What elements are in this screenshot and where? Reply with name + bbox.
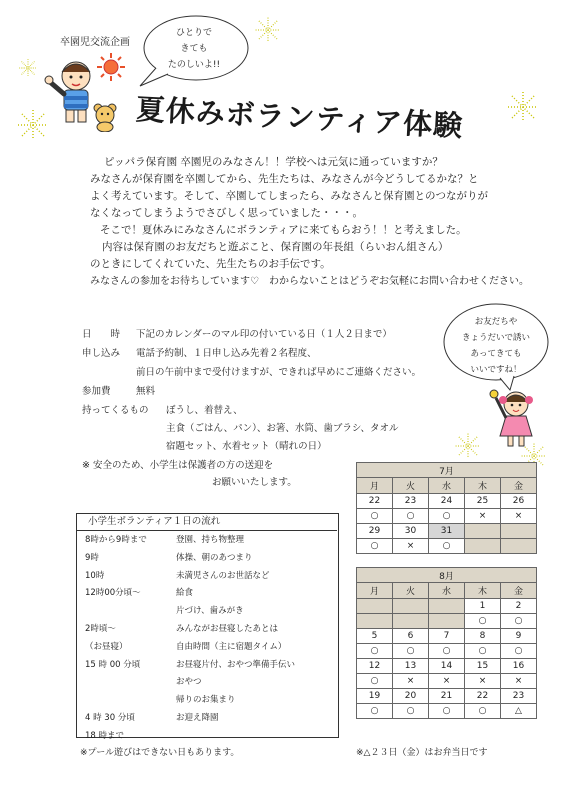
bring-value: ぼうし、着替え、 (166, 405, 243, 416)
calendar-mark: ○ (501, 644, 537, 659)
safety-note: ※ 安全のため、小学生は保護者の方の送迎を (82, 460, 274, 471)
bring-value: 主食（ごはん、パン）、お箸、水筒、歯ブラシ、タオル (166, 423, 399, 434)
flow-time: （お昼寝） (85, 641, 128, 652)
intro-line: ピッパラ保育園 卒園児のみなさん！！学校へは元気に通っていますか？ (104, 156, 443, 168)
apply-label: 申し込み (82, 348, 121, 359)
date-value: 下記のカレンダーのマル印の付いている日（１人２日まで） (136, 329, 392, 340)
calendar-mark (465, 539, 501, 554)
bubble-line: たのしいよ!! (167, 60, 221, 70)
calendar-mark: ○ (357, 539, 393, 554)
calendar-footnote: ※△２３日（金）はお弁当日です (356, 748, 488, 758)
flow-time: 4 時 30 分頃 (85, 713, 135, 723)
sparkle-decoration (454, 432, 482, 460)
intro-line: みなさんの参加をお待ちしています♡ わからないことはどうぞお気軽にお問い合わせください。 (90, 276, 529, 287)
calendar-mark: ○ (357, 509, 393, 524)
calendar-mark: × (393, 539, 429, 554)
sparkle-decoration (18, 58, 38, 78)
calendar-date: 20 (393, 689, 429, 704)
intro-line: なくなってしまうようでさびしく思っていました・・・。 (90, 207, 363, 219)
calendar-date (357, 599, 393, 614)
calendar-date (501, 524, 537, 539)
weekday-header: 金 (501, 583, 537, 599)
flow-activity: お昼寝片付、おやつ準備手伝い (176, 659, 296, 670)
apply-value: 電話予約制、１日申し込み先着２名程度、 (136, 348, 317, 359)
calendar-august (356, 567, 537, 719)
calendar-mark: ○ (393, 644, 429, 659)
page-title: 夏休みボランティア体験 (134, 91, 464, 144)
calendar-mark: × (465, 674, 501, 689)
date-label: 日 時 (82, 329, 121, 340)
calendar-mark: ○ (429, 509, 465, 524)
calendar-date: 22 (357, 494, 393, 509)
calendar-date: 26 (501, 494, 537, 509)
weekday-header: 水 (429, 583, 465, 599)
intro-line: 内容は保育園のお友だちと遊ぶこと、保育園の年長組（らいおん組さん） (102, 241, 449, 253)
calendar-mark: × (465, 509, 501, 524)
weekday-header: 火 (393, 478, 429, 494)
calendar-mark (393, 614, 429, 629)
calendar-month-label: 8月 (357, 568, 537, 583)
calendar-mark (357, 614, 393, 629)
sun-illustration (96, 52, 126, 82)
calendar-mark: ○ (393, 704, 429, 719)
flow-activity: みんながお昼寝したあとは (176, 624, 279, 634)
calendar-mark: ○ (357, 704, 393, 719)
flow-time: 12時00分頃～ (85, 588, 141, 599)
calendar-date (393, 599, 429, 614)
weekday-header: 木 (465, 478, 501, 494)
calendar-mark (429, 614, 465, 629)
flow-activity: 給食 (176, 588, 194, 599)
intro-line: みなさんが保育園を卒園してから、先生たちは、みなさんが今どうしてるかな？と (90, 173, 479, 185)
safety-note: お願いいたします。 (212, 477, 297, 488)
calendar-date: 8 (465, 629, 501, 644)
bring-value: 宿題セット、水着セット（晴れの日） (166, 441, 327, 452)
flow-time: 10時 (85, 570, 105, 581)
calendar-date: 15 (465, 659, 501, 674)
daily-flow-heading (76, 513, 337, 531)
calendar-mark (501, 539, 537, 554)
calendar-mark: × (501, 674, 537, 689)
bubble-line: お友だちや (474, 317, 518, 327)
bubble-line: いいですね！ (470, 365, 522, 375)
calendar-date: 2 (501, 599, 537, 614)
apply-value: 前日の午前中まで受付けますが、できれば早めにご連絡ください。 (136, 367, 422, 378)
teddy-bear-illustration (90, 102, 120, 132)
fee-label: 参加費 (82, 386, 111, 397)
calendar-date: 23 (501, 689, 537, 704)
sparkle-decoration (506, 90, 540, 124)
calendar-date: 16 (501, 659, 537, 674)
weekday-header: 月 (357, 478, 393, 494)
calendar-july (356, 462, 537, 554)
calendar-date: 7 (429, 629, 465, 644)
calendar-mark: ○ (465, 614, 501, 629)
bring-label: 持ってくるもの (82, 405, 149, 416)
bubble-line: ひとりで (175, 28, 212, 38)
fee-value: 無料 (136, 386, 156, 397)
calendar-mark: ○ (429, 704, 465, 719)
bubble-line: あってきても (470, 349, 522, 359)
calendar-date: 22 (465, 689, 501, 704)
calendar-date: 31 (429, 524, 465, 539)
sparkle-decoration (254, 16, 282, 44)
calendar-date: 21 (429, 689, 465, 704)
calendar-date: 23 (393, 494, 429, 509)
speech-bubble-text (150, 25, 238, 73)
weekday-header: 月 (357, 583, 393, 599)
intro-line: のときにしてくれていた、先生たちのお手伝です。 (90, 258, 331, 270)
calendar-date: 12 (357, 659, 393, 674)
flow-time: 8時から9時まで (85, 535, 147, 545)
calendar-date: 14 (429, 659, 465, 674)
calendar-mark: ○ (429, 539, 465, 554)
intro-line: そこで！夏休みにみなさんにボランティアに来てもらおう！！と考えました。 (100, 224, 467, 236)
flow-activity: 片づけ、歯みがき (176, 606, 244, 617)
weekday-header: 火 (393, 583, 429, 599)
flow-time: 18 時まで (85, 730, 125, 741)
calendar-mark: ○ (465, 644, 501, 659)
weekday-header: 水 (429, 478, 465, 494)
calendar-mark: ○ (357, 674, 393, 689)
calendar-month-label: 7月 (357, 463, 537, 478)
calendar-mark: ○ (429, 644, 465, 659)
flow-activity: 自由時間（主に宿題タイム） (176, 641, 287, 652)
calendar-mark: × (501, 509, 537, 524)
calendar-date: 25 (465, 494, 501, 509)
project-subtitle: 卒園児交流企画 (60, 37, 130, 48)
intro-paragraph (90, 154, 560, 290)
calendar-date: 13 (393, 659, 429, 674)
calendar-mark: × (393, 674, 429, 689)
calendar-mark: ○ (465, 704, 501, 719)
speech-bubble-text (448, 314, 544, 378)
flow-time: 2時頃～ (85, 624, 116, 634)
calendar-mark: ○ (357, 644, 393, 659)
pool-footnote: ※プール遊びはできない日もあります。 (80, 748, 240, 758)
calendar-date (465, 524, 501, 539)
calendar-date: 29 (357, 524, 393, 539)
flow-activity: 未満児さんのお世話など (176, 570, 270, 581)
calendar-date: 9 (501, 629, 537, 644)
flow-time: 9時 (85, 552, 99, 563)
calendar-date: 1 (465, 599, 501, 614)
daily-flow-heading-text: 小学生ボランティア１日の流れ (88, 516, 221, 527)
flow-activity: おやつ (176, 677, 202, 688)
intro-line: よく考えています。そして、卒園してしまったら、みなさんと保育園とのつながりが (90, 190, 488, 202)
calendar-date: 19 (357, 689, 393, 704)
flow-activity: 登園、持ち物整理 (176, 535, 245, 545)
bubble-line: きても (180, 44, 208, 54)
flow-activity: 体操、朝のあつまり (176, 552, 253, 563)
bubble-line: きょうだいで誘い (461, 333, 530, 343)
calendar-mark: ○ (393, 509, 429, 524)
flow-activity: お迎え降園 (176, 713, 219, 723)
calendar-mark: △ (501, 704, 537, 719)
weekday-header: 木 (465, 583, 501, 599)
calendar-date: 5 (357, 629, 393, 644)
calendar-date (429, 599, 465, 614)
calendar-date: 30 (393, 524, 429, 539)
flow-time: 15 時 00 分頃 (85, 659, 141, 670)
calendar-date: 24 (429, 494, 465, 509)
calendar-mark: ○ (501, 614, 537, 629)
weekday-header: 金 (501, 478, 537, 494)
calendar-date: 6 (393, 629, 429, 644)
flow-activity: 帰りのお集まり (176, 695, 236, 706)
calendar-mark: × (429, 674, 465, 689)
girl-illustration (486, 386, 546, 448)
